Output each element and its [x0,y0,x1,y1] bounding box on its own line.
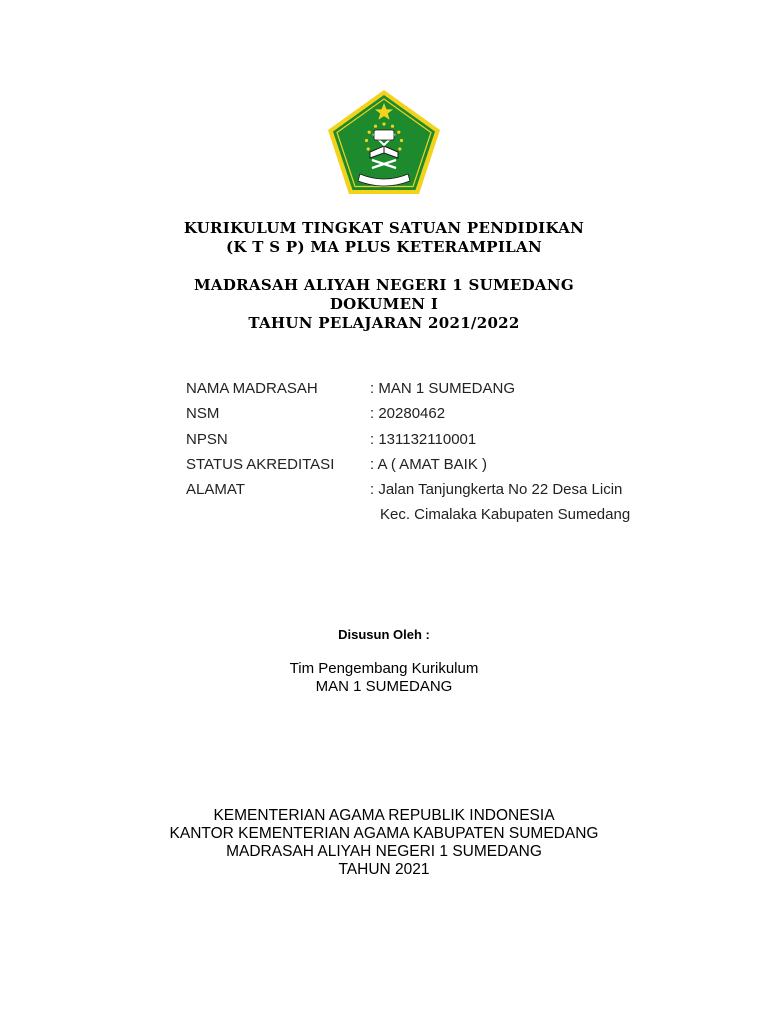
address-continuation: Kec. Cimalaka Kabupaten Sumedang [380,506,631,524]
footer-line-3: MADRASAH ALIYAH NEGERI 1 SUMEDANG [226,843,542,860]
school-title [0,276,768,333]
title-line-2: (K T S P) MA PLUS KETERAMPILAN [226,238,542,256]
info-value: : 131132110001 [370,430,477,448]
compiled-by-label: Disusun Oleh : [338,627,430,642]
title-line-5: TAHUN PELAJARAN 2021/2022 [248,314,520,332]
curriculum-title [0,219,768,257]
team-school: MAN 1 SUMEDANG [315,678,453,695]
info-value: : MAN 1 SUMEDANG [370,380,516,397]
info-label: STATUS AKREDITASI [186,455,335,473]
info-label: ALAMAT [186,481,245,499]
title-line-4: DOKUMEN I [329,295,439,313]
kementerian-agama-logo [326,88,442,196]
info-label: NAMA MADRASAH [186,380,318,397]
footer-line-2: KANTOR KEMENTERIAN AGAMA KABUPATEN SUMEDANG [169,825,599,842]
institution-footer [0,807,768,879]
info-label: NSM [186,405,220,423]
footer-line-1: KEMENTERIAN AGAMA REPUBLIK INDONESIA [213,807,555,824]
compiled-by-team [0,660,768,696]
info-value: : A ( AMAT BAIK ) [370,455,487,473]
info-value: : 20280462 [370,405,446,423]
title-line-3: MADRASAH ALIYAH NEGERI 1 SUMEDANG [194,276,574,294]
footer-line-4: TAHUN 2021 [338,861,430,878]
info-value: : Jalan Tanjungkerta No 22 Desa Licin [370,481,623,499]
team-name: Tim Pengembang Kurikulum [289,660,479,677]
info-label: NPSN [186,430,228,448]
title-line-1: KURIKULUM TINGKAT SATUAN PENDIDIKAN [183,219,585,237]
